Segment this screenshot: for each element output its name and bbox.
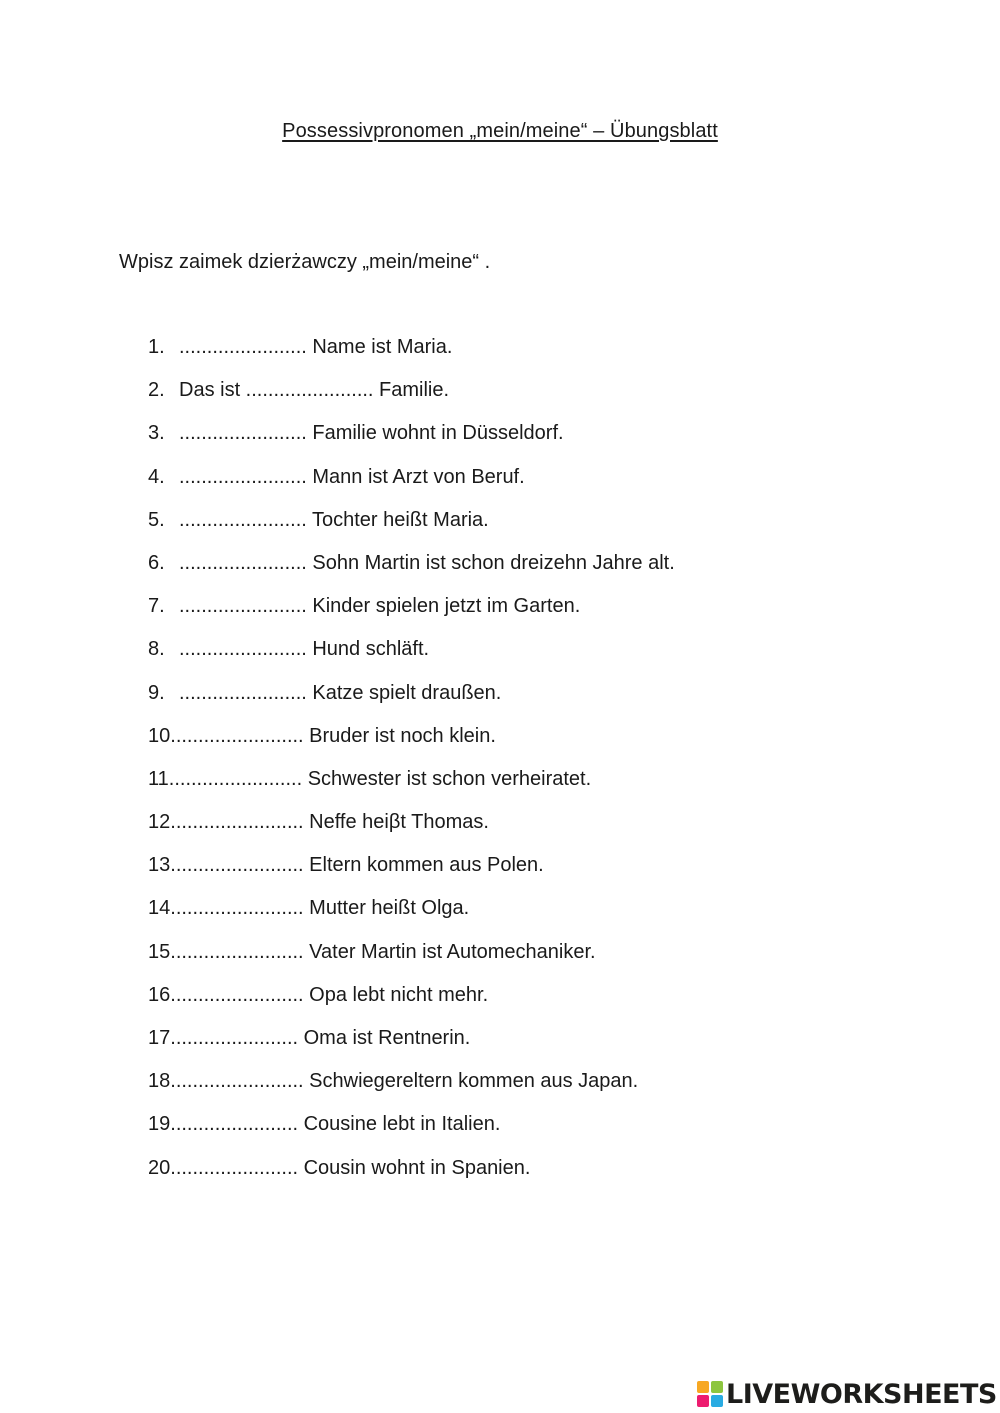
item-number: 4. xyxy=(148,465,165,488)
item-sentence: ....................... Kinder spielen jetzt im Garten. xyxy=(179,595,581,618)
exercise-item xyxy=(148,379,675,422)
exercise-list xyxy=(148,336,675,1200)
exercise-item xyxy=(148,854,675,897)
exercise-item xyxy=(148,509,675,552)
exercise-item xyxy=(148,811,675,854)
item-sentence: ....................... Name ist Maria. xyxy=(179,336,453,358)
item-sentence: ...................... Cousin wohnt in Spanien. xyxy=(175,1156,531,1179)
exercise-item xyxy=(148,552,675,595)
item-number: 6. xyxy=(148,551,165,574)
brand-name: LIVEWORKSHEETS xyxy=(726,1378,997,1410)
item-sentence: ....................... Schwiegereltern kommen aus Japan. xyxy=(175,1070,639,1093)
exercise-item xyxy=(148,422,675,465)
logo-square-pink xyxy=(697,1395,709,1407)
exercise-item xyxy=(148,682,675,725)
exercise-item xyxy=(148,725,675,768)
item-number: 11. xyxy=(148,767,175,790)
exercise-item xyxy=(148,1027,675,1070)
item-sentence: ...................... Cousine lebt in Italien. xyxy=(175,1113,501,1136)
logo-square-green xyxy=(711,1381,723,1393)
item-sentence: ....................... Sohn Martin ist schon dreizehn Jahre alt. xyxy=(179,551,675,574)
item-number: 12. xyxy=(148,811,176,834)
item-number: 14. xyxy=(148,897,176,920)
liveworksheets-logo-icon xyxy=(697,1381,723,1407)
item-number: 9. xyxy=(148,681,165,704)
item-number: 16. xyxy=(148,983,176,1006)
exercise-item xyxy=(148,1113,675,1156)
logo-square-blue xyxy=(711,1395,723,1407)
liveworksheets-brand[interactable] xyxy=(697,1377,997,1411)
exercise-item xyxy=(148,768,675,811)
exercise-item xyxy=(148,897,675,940)
item-number: 7. xyxy=(148,595,165,618)
item-number: 20. xyxy=(148,1156,176,1179)
item-number: 5. xyxy=(148,508,165,531)
exercise-item xyxy=(148,336,675,379)
exercise-item xyxy=(148,1157,675,1200)
item-sentence: ....................... Mann ist Arzt von Beruf. xyxy=(179,465,525,488)
item-number: 2. xyxy=(148,379,165,402)
item-number: 3. xyxy=(148,422,165,445)
item-sentence: Das ist ....................... Familie. xyxy=(179,379,450,402)
logo-square-orange xyxy=(697,1381,709,1393)
exercise-item xyxy=(148,638,675,681)
item-sentence: ....................... Neffe heiβt Thomas. xyxy=(175,811,489,834)
item-number: 19. xyxy=(148,1113,176,1136)
item-number: 8. xyxy=(148,638,165,661)
item-sentence: ....................... Familie wohnt in Düsseldorf. xyxy=(179,422,564,445)
item-sentence: ....................... Bruder ist noch klein. xyxy=(175,724,496,747)
item-number: 13. xyxy=(148,854,176,877)
item-number: 18. xyxy=(148,1070,176,1093)
exercise-item xyxy=(148,466,675,509)
exercise-item xyxy=(148,1070,675,1113)
exercise-item xyxy=(148,984,675,1027)
item-sentence: ....................... Hund schläft. xyxy=(179,638,430,661)
item-sentence: ...................... Oma ist Rentnerin. xyxy=(175,1027,471,1049)
exercise-item xyxy=(148,941,675,984)
exercise-item xyxy=(148,595,675,638)
item-sentence: ....................... Katze spielt draußen. xyxy=(179,681,502,704)
item-sentence: ....................... Opa lebt nicht mehr. xyxy=(175,983,489,1006)
item-number: 10. xyxy=(148,724,176,747)
instruction-text: Wpisz zaimek dzierżawczy „mein/meine“ . xyxy=(119,251,491,273)
item-number: 15. xyxy=(148,940,176,963)
item-sentence: ....................... Tochter heißt Maria. xyxy=(179,508,489,531)
item-sentence: ....................... Eltern kommen aus Polen. xyxy=(175,854,544,877)
item-number: 17. xyxy=(148,1027,176,1049)
worksheet-title: Possessivpronomen „mein/meine“ – Übungsblatt xyxy=(282,120,718,142)
item-sentence: ....................... Mutter heißt Olga. xyxy=(175,897,470,920)
item-number: 1. xyxy=(148,336,165,358)
item-sentence: ....................... Vater Martin ist Automechaniker. xyxy=(175,940,596,963)
item-sentence: ....................... Schwester ist schon verheiratet. xyxy=(174,767,592,790)
